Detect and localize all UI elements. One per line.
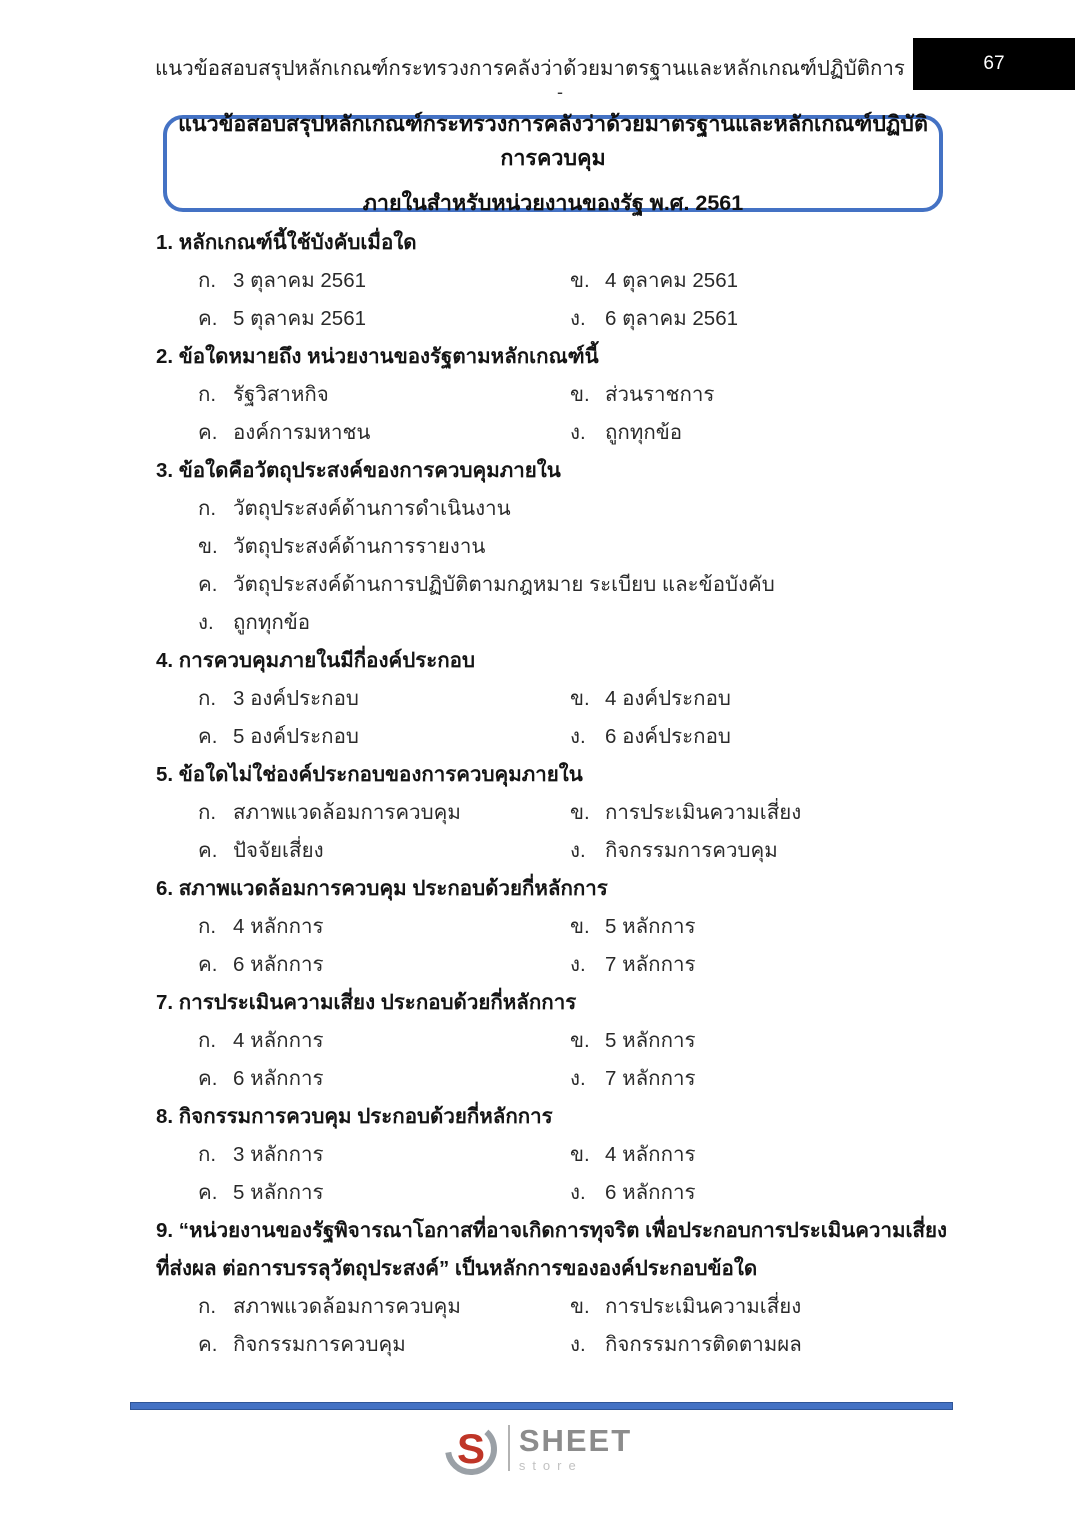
option-text: 6 หลักการ <box>233 953 324 976</box>
option-text: กิจกรรมการควบคุม <box>233 1333 406 1356</box>
question-title: 5. ข้อใดไม่ใช่องค์ประกอบของการควบคุมภายใน <box>156 763 583 786</box>
option-text: 5 หลักการ <box>605 915 696 938</box>
answer-options <box>156 376 958 452</box>
answer-options <box>156 794 958 870</box>
option-text: ถูกทุกข้อ <box>605 421 683 444</box>
option-label: ข. <box>570 1295 590 1318</box>
option-label: ข. <box>570 1143 590 1166</box>
option-label: ก. <box>198 801 217 824</box>
option-text: 3 ตุลาคม 2561 <box>233 269 367 292</box>
answer-option <box>198 566 958 604</box>
question-8 <box>156 1098 958 1212</box>
exam-title-line-2: ภายในสำหรับหน่วยงานของรัฐ พ.ศ. 2561 <box>362 191 744 215</box>
option-text: ปัจจัยเสี่ยง <box>233 839 324 862</box>
answer-option <box>570 832 958 870</box>
option-text: ถูกทุกข้อ <box>233 611 311 634</box>
brand-subtitle: store <box>518 1458 583 1473</box>
question-title: 2. ข้อใดหมายถึง หน่วยงานของรัฐตามหลักเกณฑ์นี้ <box>156 345 599 368</box>
answer-option <box>570 718 958 756</box>
exam-title-box <box>163 112 943 215</box>
answer-options <box>156 908 958 984</box>
answer-option <box>570 1326 958 1364</box>
question-6 <box>156 870 958 984</box>
option-text: สภาพแวดล้อมการควบคุม <box>233 801 461 824</box>
option-label: ข. <box>570 687 590 710</box>
option-label: ก. <box>198 269 217 292</box>
logo-divider <box>508 1425 510 1471</box>
answer-option <box>198 528 958 566</box>
option-label: ค. <box>198 1181 218 1204</box>
option-text: การประเมินความเสี่ยง <box>605 801 802 824</box>
option-text: 6 ตุลาคม 2561 <box>605 307 739 330</box>
option-text: 4 ตุลาคม 2561 <box>605 269 739 292</box>
question-title: 8. กิจกรรมการควบคุม ประกอบด้วยกี่หลักการ <box>156 1105 553 1128</box>
footer-divider-bar <box>130 1402 953 1410</box>
option-text: วัตถุประสงค์ด้านการปฏิบัติตามกฎหมาย ระเบียบ และข้อบังคับ <box>233 573 775 596</box>
option-label: ง. <box>570 1067 586 1090</box>
option-text: องค์การมหาชน <box>233 421 371 444</box>
option-label: ข. <box>570 1029 590 1052</box>
option-text: รัฐวิสาหกิจ <box>233 383 329 406</box>
option-label: ก. <box>198 497 217 520</box>
question-title: 9. “หน่วยงานของรัฐพิจารณาโอกาสที่อาจเกิดการทุจริต เพื่อประกอบการประเมินความเสี่ยงที่ส่งผล ต่อการบรรลุวัตถุประสงค์” เป็นหลักการขององค์ประกอบข้อใด <box>156 1219 948 1280</box>
option-label: ง. <box>570 421 586 444</box>
answer-option <box>570 908 958 946</box>
question-title: 7. การประเมินความเสี่ยง ประกอบด้วยกี่หลักการ <box>156 991 577 1014</box>
option-text: 6 หลักการ <box>233 1067 324 1090</box>
option-label: ค. <box>198 953 218 976</box>
answer-option <box>570 1174 958 1212</box>
answer-options <box>156 262 958 338</box>
question-title: 6. สภาพแวดล้อมการควบคุม ประกอบด้วยกี่หลักการ <box>156 877 608 900</box>
option-text: 5 หลักการ <box>233 1181 324 1204</box>
option-text: 3 หลักการ <box>233 1143 324 1166</box>
option-text: 6 หลักการ <box>605 1181 696 1204</box>
option-text: 7 หลักการ <box>605 953 696 976</box>
answer-options <box>156 680 958 756</box>
question-3 <box>156 452 958 642</box>
option-text: วัตถุประสงค์ด้านการดำเนินงาน <box>233 497 511 520</box>
answer-option <box>198 794 570 832</box>
option-label: ค. <box>198 1067 218 1090</box>
exam-title-line-1: แนวข้อสอบสรุปหลักเกณฑ์กระทรวงการคลังว่าด้วยมาตรฐานและหลักเกณฑ์ปฏิบัติการควบคุม <box>178 112 928 170</box>
answer-option <box>570 376 958 414</box>
answer-option <box>570 680 958 718</box>
running-header-title: แนวข้อสอบสรุปหลักเกณฑ์กระทรวงการคลังว่าด้วยมาตรฐานและหลักเกณฑ์ปฏิบัติการ <box>155 57 905 80</box>
brand-name: SHEET <box>518 1423 633 1458</box>
option-label: ก. <box>198 383 217 406</box>
logo-s-icon <box>443 1420 499 1478</box>
answer-option <box>570 262 958 300</box>
option-text: 3 องค์ประกอบ <box>233 687 359 710</box>
option-label: ง. <box>570 725 586 748</box>
option-label: ค. <box>198 421 218 444</box>
option-text: ส่วนราชการ <box>605 383 715 406</box>
question-title: 4. การควบคุมภายในมีกี่องค์ประกอบ <box>156 649 475 672</box>
option-label: ค. <box>198 1333 218 1356</box>
answer-option <box>198 262 570 300</box>
option-text: กิจกรรมการติดตามผล <box>605 1333 802 1356</box>
questions-section <box>156 224 958 1364</box>
option-text: กิจกรรมการควบคุม <box>605 839 778 862</box>
answer-option <box>198 604 958 642</box>
option-label: ข. <box>570 383 590 406</box>
option-text: 5 หลักการ <box>605 1029 696 1052</box>
answer-option <box>198 946 570 984</box>
answer-option <box>198 1288 570 1326</box>
option-label: ค. <box>198 725 218 748</box>
option-label: ก. <box>198 1143 217 1166</box>
question-4 <box>156 642 958 756</box>
answer-option <box>198 490 958 528</box>
question-9 <box>156 1212 958 1364</box>
question-2 <box>156 338 958 452</box>
answer-option <box>198 376 570 414</box>
answer-option <box>570 1060 958 1098</box>
answer-option <box>570 946 958 984</box>
answer-option <box>198 1326 570 1364</box>
option-label: ง. <box>570 1333 586 1356</box>
question-title: 1. หลักเกณฑ์นี้ใช้บังคับเมื่อใด <box>156 231 417 254</box>
option-label: ง. <box>570 1181 586 1204</box>
page-number: 67 <box>983 53 1005 74</box>
answer-option <box>198 718 570 756</box>
option-text: วัตถุประสงค์ด้านการรายงาน <box>233 535 486 558</box>
option-text: 4 หลักการ <box>233 915 324 938</box>
answer-options <box>156 1136 958 1212</box>
answer-option <box>198 300 570 338</box>
answer-option <box>198 680 570 718</box>
answer-option <box>570 1136 958 1174</box>
option-text: 7 หลักการ <box>605 1067 696 1090</box>
brand-logo <box>0 1420 1075 1478</box>
answer-option <box>198 908 570 946</box>
answer-option <box>198 1174 570 1212</box>
option-label: ข. <box>570 915 590 938</box>
question-1 <box>156 224 958 338</box>
option-text: การประเมินความเสี่ยง <box>605 1295 802 1318</box>
answer-option <box>198 1022 570 1060</box>
option-label: ง. <box>570 839 586 862</box>
svg-text:S: S <box>456 1425 485 1472</box>
option-label: ข. <box>570 269 590 292</box>
answer-option <box>198 414 570 452</box>
option-label: ง. <box>570 953 586 976</box>
header-dash: - <box>557 82 563 102</box>
answer-options <box>156 490 958 642</box>
answer-option <box>570 1288 958 1326</box>
option-label: ก. <box>198 915 217 938</box>
option-label: ค. <box>198 307 218 330</box>
option-text: 6 องค์ประกอบ <box>605 725 731 748</box>
option-label: ข. <box>570 801 590 824</box>
answer-options <box>156 1022 958 1098</box>
answer-option <box>570 300 958 338</box>
option-label: ก. <box>198 687 217 710</box>
answer-option <box>198 1136 570 1174</box>
question-5 <box>156 756 958 870</box>
question-7 <box>156 984 958 1098</box>
option-label: ก. <box>198 1029 217 1052</box>
answer-option <box>570 1022 958 1060</box>
option-label: ง. <box>198 611 214 634</box>
option-text: 5 องค์ประกอบ <box>233 725 359 748</box>
question-title: 3. ข้อใดคือวัตถุประสงค์ของการควบคุมภายใน <box>156 459 561 482</box>
answer-option <box>198 1060 570 1098</box>
option-text: 4 องค์ประกอบ <box>605 687 731 710</box>
option-text: 5 ตุลาคม 2561 <box>233 307 367 330</box>
answer-option <box>570 794 958 832</box>
answer-option <box>570 414 958 452</box>
option-label: ค. <box>198 839 218 862</box>
answer-option <box>198 832 570 870</box>
option-text: 4 หลักการ <box>605 1143 696 1166</box>
answer-options <box>156 1288 958 1364</box>
option-label: ก. <box>198 1295 217 1318</box>
option-label: ง. <box>570 307 586 330</box>
option-text: สภาพแวดล้อมการควบคุม <box>233 1295 461 1318</box>
option-label: ค. <box>198 573 218 596</box>
option-text: 4 หลักการ <box>233 1029 324 1052</box>
option-label: ข. <box>198 535 218 558</box>
